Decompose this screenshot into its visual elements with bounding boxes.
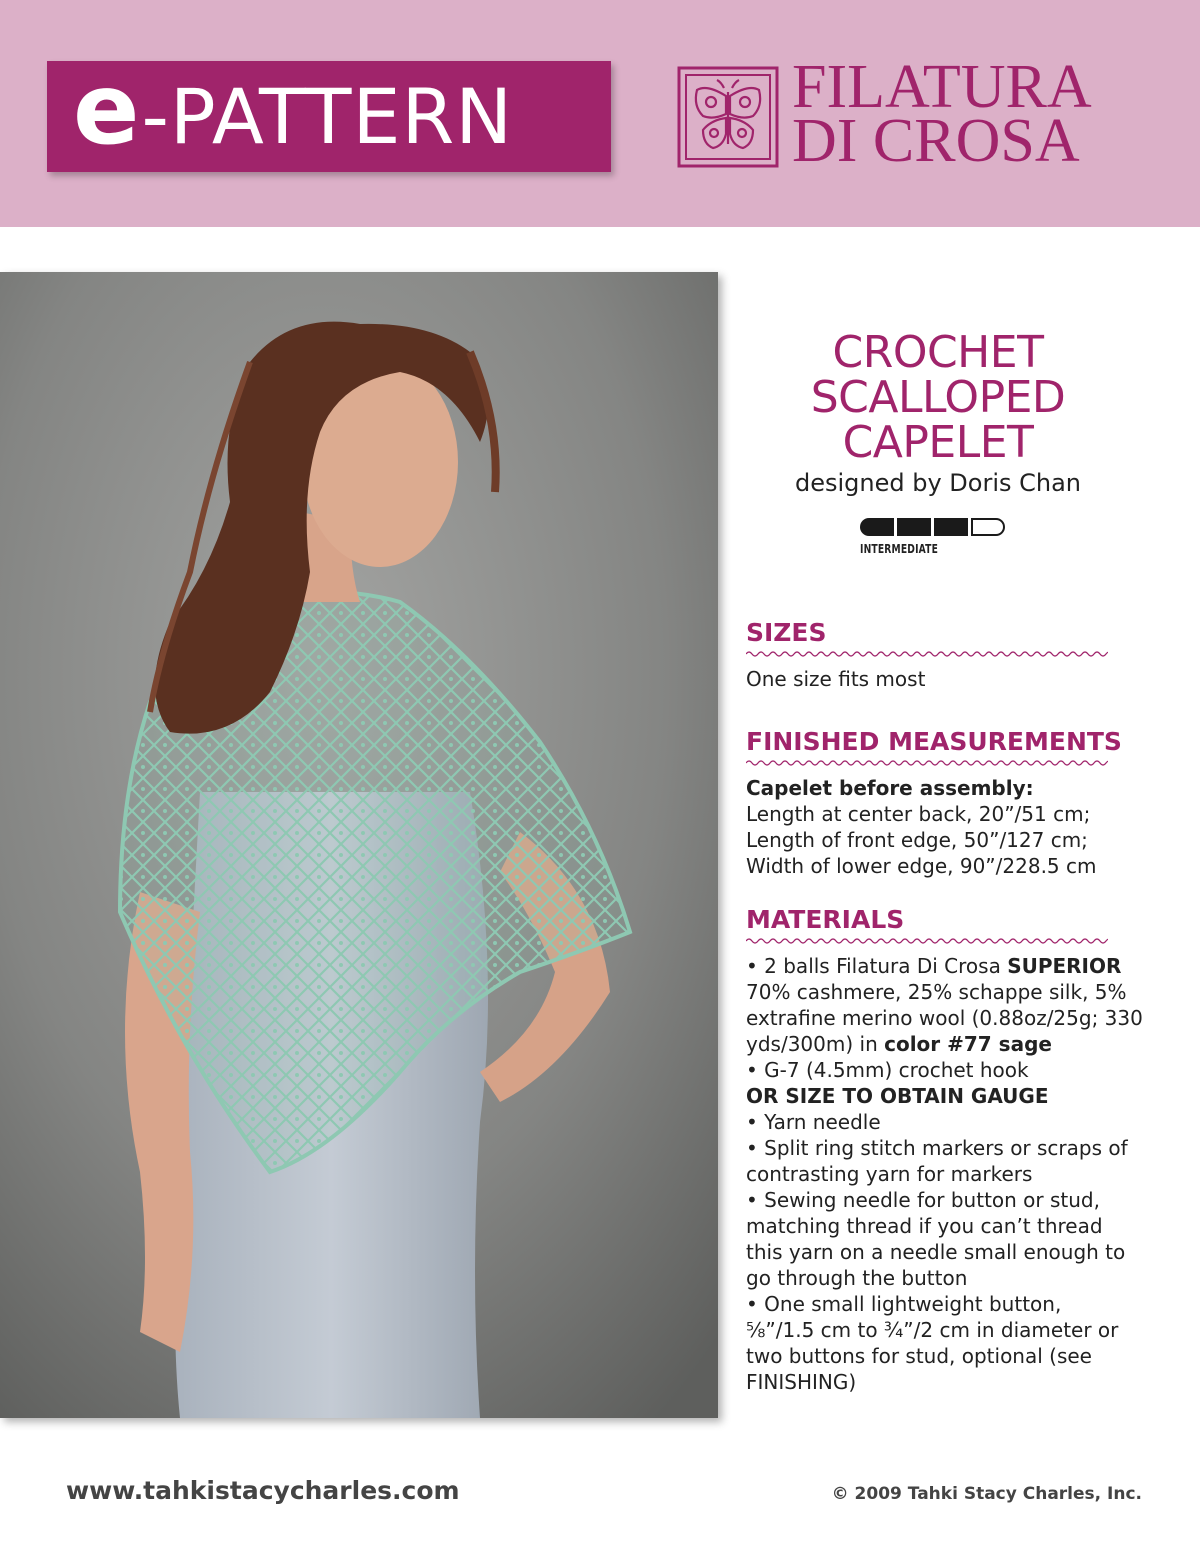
header-band bbox=[0, 0, 1200, 227]
materials-line: two buttons for stud, optional (see bbox=[746, 1344, 1092, 1368]
e-pattern-label: -PATTERN bbox=[141, 71, 514, 161]
wavy-divider-icon bbox=[746, 650, 1108, 658]
sizes-body bbox=[746, 666, 1146, 692]
skill-bar-2 bbox=[897, 518, 931, 536]
materials-heading: MATERIALS bbox=[746, 905, 905, 934]
materials-line: 70% cashmere, 25% schappe silk, 5% bbox=[746, 980, 1127, 1004]
e-pattern-e: e bbox=[73, 52, 138, 167]
title-line-1: CROCHET bbox=[832, 327, 1044, 378]
wavy-divider-icon bbox=[746, 937, 1108, 945]
skill-bar-1 bbox=[860, 518, 894, 536]
measurements-body bbox=[746, 775, 1146, 879]
materials-body bbox=[746, 953, 1146, 1395]
materials-line: OR SIZE TO OBTAIN GAUGE bbox=[746, 1084, 1049, 1108]
materials-line: go through the button bbox=[746, 1266, 968, 1290]
title-line-2: SCALLOPED bbox=[810, 372, 1066, 423]
copyright-notice: © 2009 Tahki Stacy Charles, Inc. bbox=[831, 1484, 1142, 1504]
materials-line: contrasting yarn for markers bbox=[746, 1162, 1033, 1186]
measurements-heading: FINISHED MEASUREMENTS bbox=[746, 727, 1122, 756]
materials-line: matching thread if you can’t thread bbox=[746, 1214, 1103, 1238]
wavy-divider-icon bbox=[746, 759, 1108, 767]
website-link[interactable]: www.tahkistacycharles.com bbox=[66, 1476, 460, 1505]
skill-level-label: INTERMEDIATE bbox=[860, 542, 939, 556]
sizes-text: One size fits most bbox=[746, 667, 926, 691]
materials-line: • One small lightweight button, bbox=[746, 1292, 1062, 1316]
skill-bar-4 bbox=[971, 518, 1005, 536]
measurement-line: Length at center back, 20”/51 cm; bbox=[746, 802, 1091, 826]
pattern-title bbox=[760, 327, 1116, 468]
materials-line: • G-7 (4.5mm) crochet hook bbox=[746, 1058, 1029, 1082]
butterfly-logo-icon bbox=[677, 66, 779, 168]
sizes-section bbox=[746, 618, 1146, 692]
brand-line-2: DI CROSA bbox=[792, 107, 1080, 175]
designer-credit: designed by Doris Chan bbox=[794, 469, 1082, 497]
e-pattern-badge bbox=[47, 52, 611, 172]
measurement-line: Width of lower edge, 90”/228.5 cm bbox=[746, 854, 1097, 878]
pattern-title-block bbox=[760, 327, 1116, 497]
skill-level-indicator bbox=[860, 518, 1010, 556]
model-photo bbox=[0, 272, 718, 1418]
materials-line: yds/300m) in color #77 sage bbox=[746, 1032, 1052, 1056]
materials-line: • Split ring stitch markers or scraps of bbox=[746, 1136, 1128, 1160]
materials-section bbox=[746, 905, 1146, 1395]
materials-line: FINISHING) bbox=[746, 1370, 857, 1394]
skill-bar-3 bbox=[934, 518, 968, 536]
brand-name bbox=[792, 53, 1092, 175]
measurements-subheading: Capelet before assembly: bbox=[746, 776, 1034, 800]
materials-line: • Yarn needle bbox=[746, 1110, 881, 1134]
materials-line: extrafine merino wool (0.88oz/25g; 330 bbox=[746, 1006, 1143, 1030]
materials-line: ⅝”/1.5 cm to ¾”/2 cm in diameter or bbox=[746, 1318, 1119, 1342]
title-line-3: CAPELET bbox=[842, 417, 1034, 468]
materials-line: • 2 balls Filatura Di Crosa SUPERIOR bbox=[746, 954, 1122, 978]
measurements-section bbox=[746, 727, 1146, 879]
materials-line: this yarn on a needle small enough to bbox=[746, 1240, 1126, 1264]
brand-line-1: FILATURA bbox=[792, 53, 1092, 121]
model-wearing-capelet-image bbox=[0, 272, 718, 1418]
measurement-line: Length of front edge, 50”/127 cm; bbox=[746, 828, 1088, 852]
skill-level-bars bbox=[860, 518, 1010, 536]
materials-line: • Sewing needle for button or stud, bbox=[746, 1188, 1100, 1212]
sizes-heading: SIZES bbox=[746, 618, 827, 647]
